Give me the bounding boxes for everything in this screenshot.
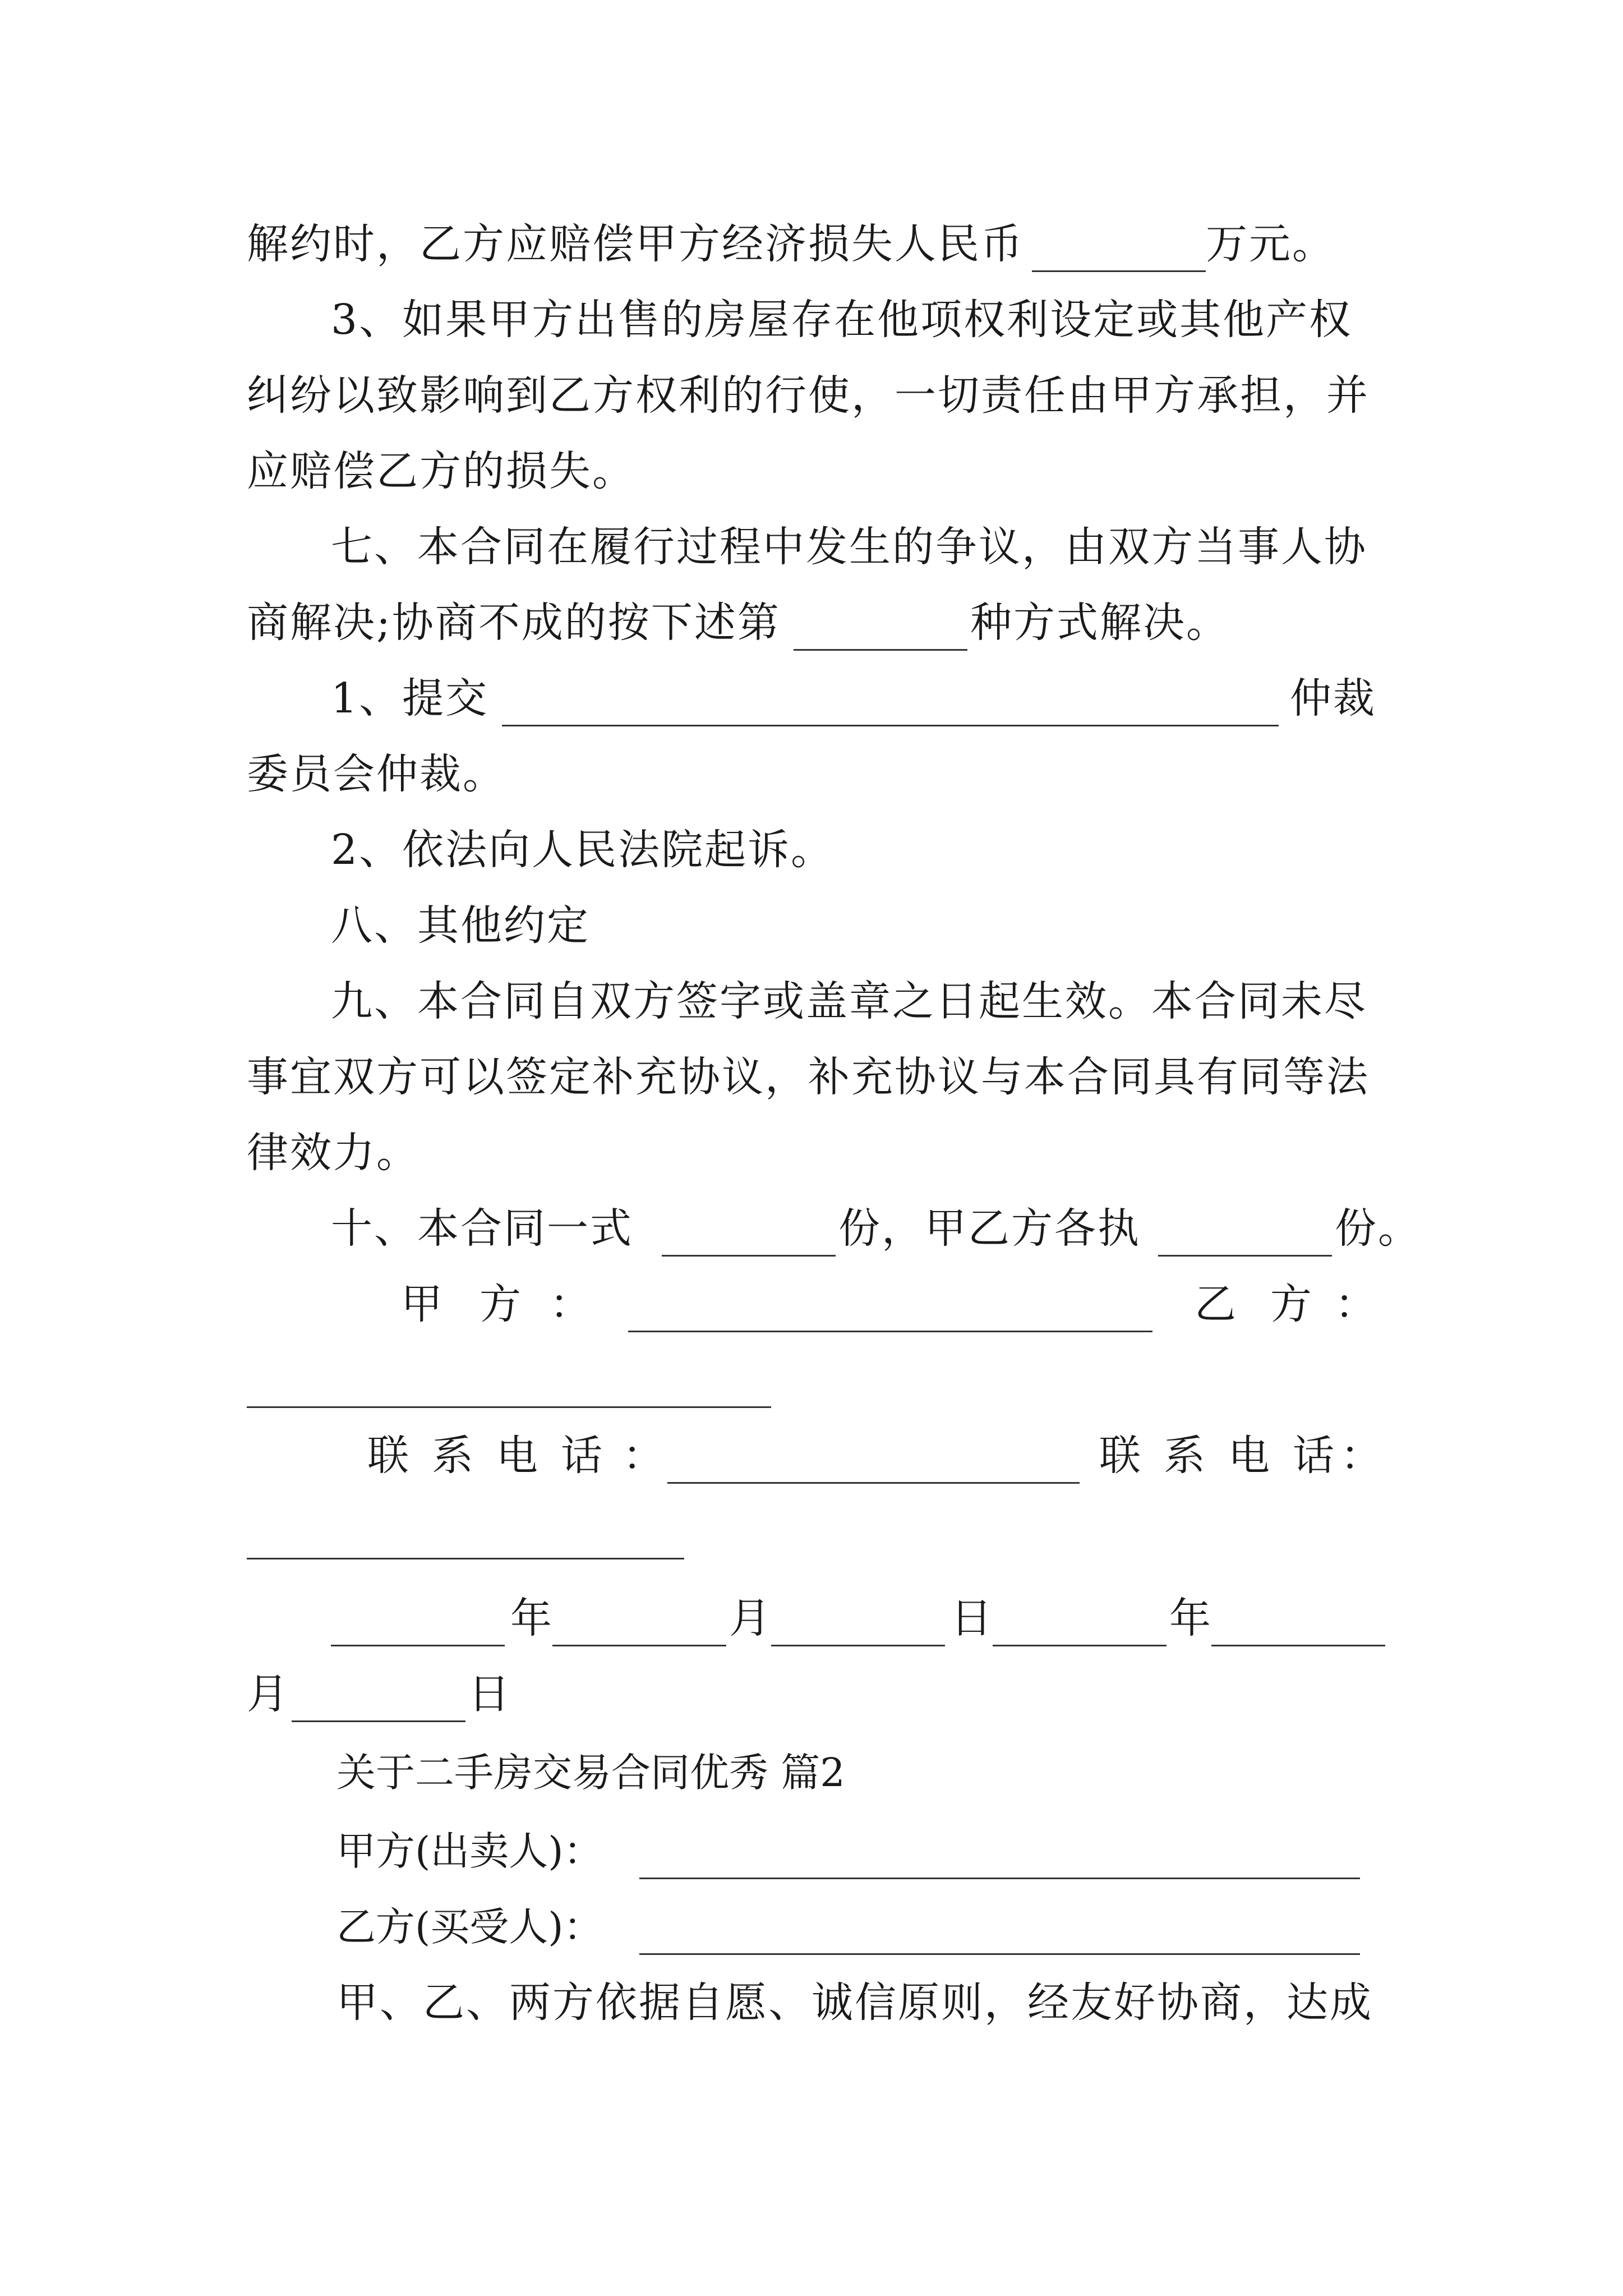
- text-line: [0, 208, 1623, 280]
- text: 联: [1099, 1432, 1141, 1480]
- text: 乙: [1195, 1280, 1236, 1328]
- text: 电: [1228, 1432, 1270, 1480]
- text: 甲、乙、两方依据自愿、诚信原则，经友好协商，达成: [336, 1978, 1373, 2027]
- text: ：: [1340, 1432, 1382, 1480]
- text: 种方式解决。: [970, 599, 1229, 647]
- text: 联: [367, 1432, 409, 1480]
- text: 解约时，乙方应赔偿甲方经济损失人民币: [247, 220, 1024, 268]
- text: 仲裁: [1290, 674, 1376, 723]
- fill-blank: [628, 1331, 1152, 1332]
- fill-blank: [667, 1482, 1080, 1484]
- text: 委员会仲裁。: [247, 750, 506, 798]
- text-line: [0, 435, 1623, 508]
- text: 方: [1270, 1280, 1312, 1328]
- fill-blank: [502, 725, 1279, 726]
- text: 系: [432, 1432, 473, 1480]
- fill-blank: [247, 1406, 771, 1408]
- fill-blank: [292, 1720, 465, 1722]
- text: 日: [468, 1670, 510, 1718]
- text: 方: [479, 1280, 521, 1328]
- text: 份。: [1335, 1204, 1421, 1253]
- party-line: [0, 1890, 1623, 1963]
- text: 2、依法向人民法院起诉。: [331, 826, 834, 874]
- fill-blank: [331, 1645, 505, 1646]
- fill-blank: [662, 1255, 836, 1257]
- text-line: [0, 283, 1623, 356]
- party-line: [0, 1815, 1623, 1888]
- text: 律效力。: [247, 1129, 419, 1177]
- text: ：: [623, 1432, 664, 1480]
- text: 份，甲乙方各执: [838, 1204, 1141, 1253]
- text: 话: [561, 1432, 602, 1480]
- text: 商解决;协商不成的按下述第: [247, 599, 781, 647]
- text: 乙方(买受人)：: [336, 1904, 603, 1950]
- text: 1、提交: [331, 674, 489, 723]
- fill-blank: [639, 1878, 1360, 1879]
- fill-blank: [794, 649, 967, 651]
- text-line: [0, 510, 1623, 583]
- text: 应赔偿乙方的损失。: [247, 447, 635, 495]
- text: 系: [1164, 1432, 1205, 1480]
- text: ：: [550, 1280, 591, 1328]
- fill-blank: [247, 1558, 684, 1559]
- text: 万元。: [1206, 220, 1335, 268]
- text: 七、本合同在履行过程中发生的争议，由双方当事人协: [331, 523, 1367, 571]
- text: 年: [1169, 1594, 1211, 1642]
- fill-blank: [993, 1645, 1166, 1646]
- text-line: [0, 586, 1623, 659]
- text: 十、本合同一式: [331, 1204, 633, 1253]
- text: 关于二手房交易合同优秀 篇2: [336, 1750, 845, 1796]
- text-line: [0, 1116, 1623, 1189]
- date-line: [0, 1658, 1623, 1731]
- text: 月: [247, 1670, 288, 1718]
- text-line: [0, 662, 1623, 735]
- fill-blank: [1032, 270, 1206, 272]
- text-line: [0, 738, 1623, 811]
- section-title: [0, 1736, 1623, 1809]
- text: 话: [1293, 1432, 1334, 1480]
- text-line: [0, 1192, 1623, 1265]
- text: 事宜双方可以签定补充协议，补充协议与本合同具有同等法: [247, 1053, 1370, 1101]
- signature-line: [0, 1343, 1623, 1416]
- text-line: [0, 813, 1623, 886]
- signature-line: [0, 1268, 1623, 1341]
- fill-blank: [552, 1645, 726, 1646]
- text: 甲: [401, 1280, 442, 1328]
- fill-blank: [771, 1645, 945, 1646]
- text: 3、如果甲方出售的房屋存在他项权利设定或其他产权: [331, 296, 1353, 344]
- contact-line: [0, 1419, 1623, 1492]
- text-line: [0, 1966, 1623, 2039]
- date-line: [0, 1582, 1623, 1655]
- text: 纠纷以致影响到乙方权利的行使，一切责任由甲方承担，并: [247, 371, 1370, 420]
- text-line: [0, 359, 1623, 432]
- text-line: [0, 1041, 1623, 1114]
- text-line: [0, 965, 1623, 1038]
- text: 年: [510, 1594, 552, 1642]
- text: ：: [1335, 1280, 1376, 1328]
- text: 月: [729, 1594, 771, 1642]
- fill-blank: [639, 1953, 1360, 1955]
- text: 日: [951, 1594, 992, 1642]
- fill-blank: [1211, 1645, 1385, 1646]
- text: 甲方(出卖人)：: [336, 1828, 603, 1874]
- text-line: [0, 889, 1623, 962]
- fill-blank: [1158, 1255, 1332, 1257]
- text: 八、其他约定: [331, 901, 590, 950]
- text: 电: [496, 1432, 538, 1480]
- text: 九、本合同自双方签字或盖章之日起生效。本合同未尽: [331, 977, 1367, 1025]
- contact-line: [0, 1495, 1623, 1568]
